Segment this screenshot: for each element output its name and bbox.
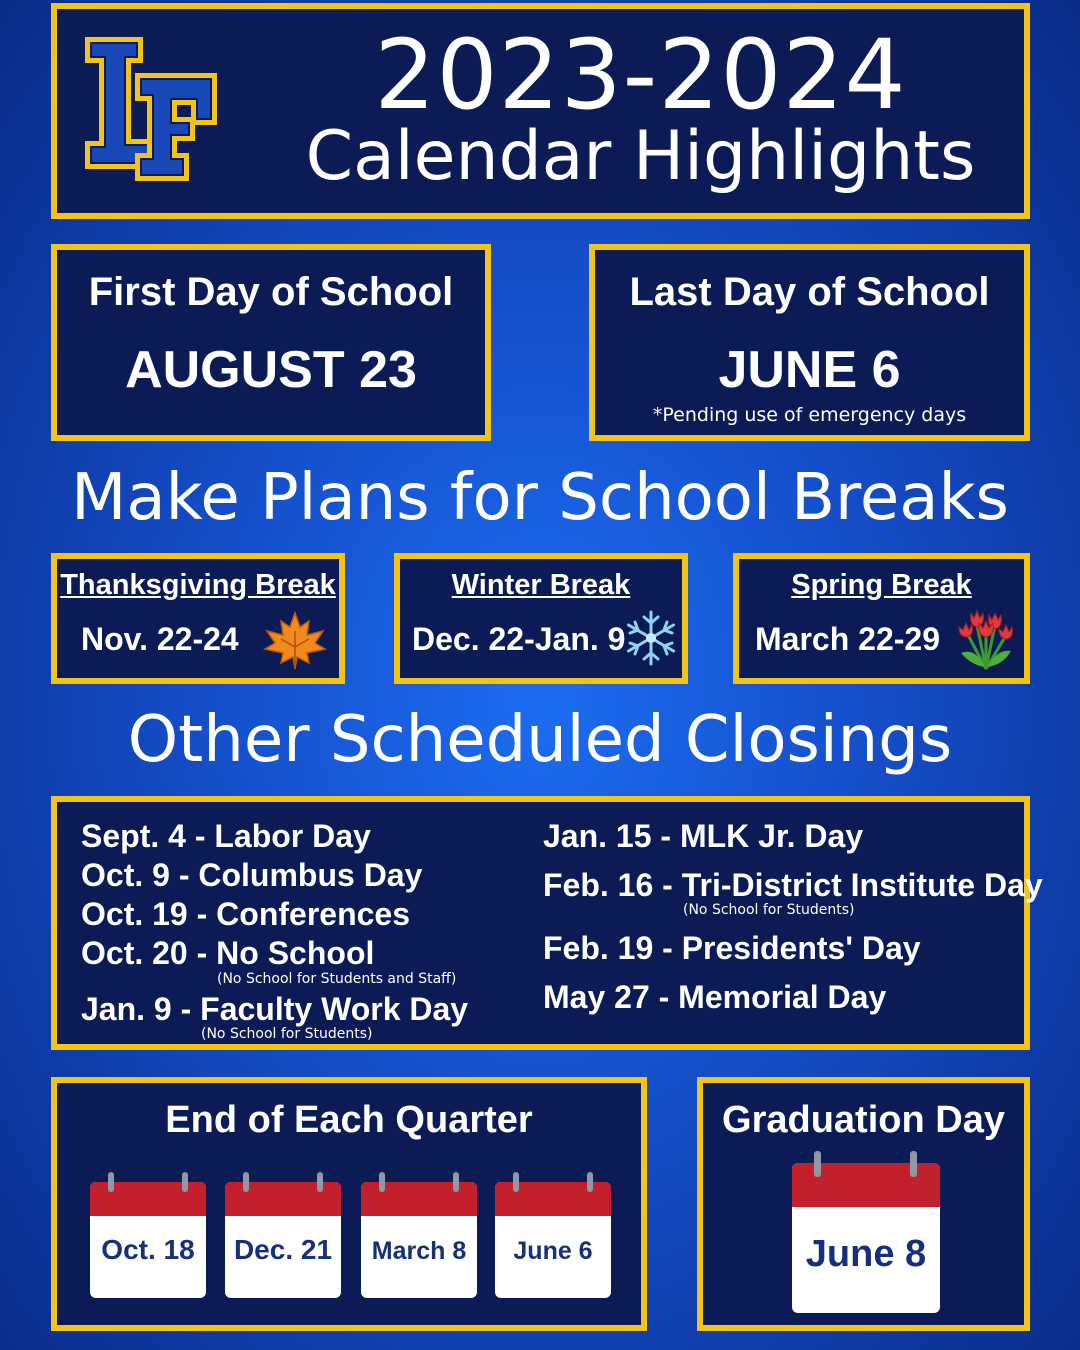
closing-item: Feb. 16 - Tri-District Institute Day xyxy=(543,867,1043,903)
quarter-date: Dec. 21 xyxy=(233,1234,333,1265)
thanksgiving-break-card xyxy=(51,553,345,684)
header-banner xyxy=(51,3,1030,219)
maple-leaf-icon xyxy=(263,611,327,675)
last-day-card xyxy=(589,244,1030,441)
quarter-date: March 8 xyxy=(371,1237,467,1265)
calendar-icon xyxy=(792,1163,940,1313)
closing-item: Oct. 19 - Conferences xyxy=(81,896,410,932)
snowflake-icon xyxy=(622,609,680,671)
winter-break-card xyxy=(394,553,688,684)
closings-title: Other Scheduled Closings xyxy=(127,703,953,777)
closing-note: (No School for Students and Staff) xyxy=(217,971,457,987)
graduation-date: June 8 xyxy=(805,1233,927,1275)
spring-break-card xyxy=(733,553,1030,684)
quarter-date: Oct. 18 xyxy=(101,1234,195,1265)
first-day-card xyxy=(51,244,491,441)
closings-card xyxy=(51,796,1043,1050)
closing-item: Feb. 19 - Presidents' Day xyxy=(543,930,921,966)
last-day-note: *Pending use of emergency days xyxy=(652,404,967,426)
closing-note: (No School for Students) xyxy=(683,902,855,918)
break-name: Spring Break xyxy=(791,569,972,601)
quarter-title: End of Each Quarter xyxy=(165,1099,533,1141)
break-date: Dec. 22-Jan. 9 xyxy=(412,621,626,657)
break-name: Winter Break xyxy=(451,569,631,601)
last-day-date: JUNE 6 xyxy=(718,341,901,399)
calendar-icon xyxy=(225,1182,341,1298)
first-day-label: First Day of School xyxy=(88,270,454,314)
closing-item: Sept. 4 - Labor Day xyxy=(81,818,371,854)
closing-item: Jan. 9 - Faculty Work Day xyxy=(81,991,469,1027)
graduation-card xyxy=(697,1077,1030,1331)
closing-item: Oct. 9 - Columbus Day xyxy=(81,857,423,893)
page-subtitle: Calendar Highlights xyxy=(305,117,976,196)
tulips-icon xyxy=(957,603,1015,675)
quarter-end-card xyxy=(51,1077,647,1331)
calendar-icon xyxy=(495,1182,611,1298)
closing-item: May 27 - Memorial Day xyxy=(543,979,887,1015)
break-date: March 22-29 xyxy=(755,621,940,657)
break-date: Nov. 22-24 xyxy=(81,621,239,657)
breaks-title: Make Plans for School Breaks xyxy=(71,461,1009,535)
closing-item: Oct. 20 - No School xyxy=(81,935,375,971)
graduation-title: Graduation Day xyxy=(722,1099,1005,1141)
page-title-year: 2023-2024 xyxy=(374,19,907,131)
last-day-label: Last Day of School xyxy=(629,270,990,314)
calendar-icon xyxy=(90,1182,206,1298)
first-day-date: AUGUST 23 xyxy=(125,341,417,399)
calendar-icon xyxy=(361,1182,477,1298)
break-name: Thanksgiving Break xyxy=(60,569,336,601)
lf-logo xyxy=(81,33,221,185)
quarter-date: June 6 xyxy=(513,1237,593,1265)
closing-note: (No School for Students) xyxy=(201,1026,373,1042)
closing-item: Jan. 15 - MLK Jr. Day xyxy=(543,818,864,854)
